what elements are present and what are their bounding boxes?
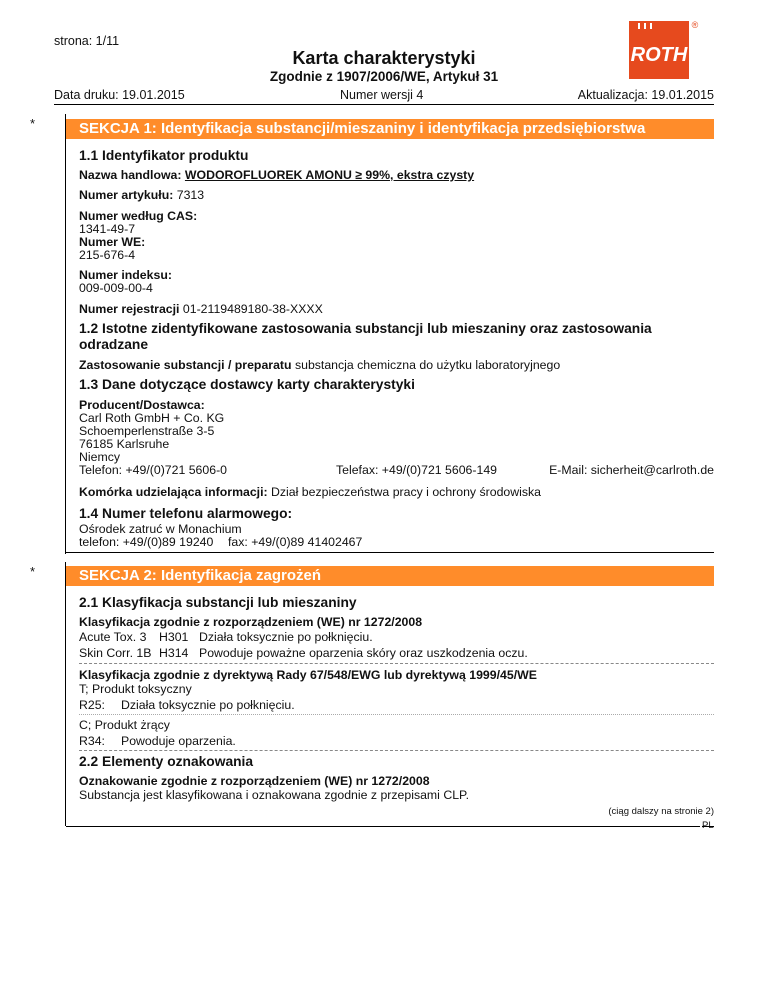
continued-note: (ciąg dalszy na stronie 2) — [608, 806, 714, 817]
section1-title: SEKCJA 1: Identyfikacja substancji/mieszaniny i identyfikacja przedsiębiorstwa — [79, 120, 646, 137]
dotted-separator — [79, 714, 714, 715]
article-number-value: 7313 — [176, 188, 205, 202]
clp-text: Powoduje poważne oparzenia skóry oraz uszkodzenia oczu. — [199, 646, 528, 660]
change-marker-2: * — [30, 564, 36, 579]
change-marker: * — [30, 116, 36, 131]
print-date: Data druku: 19.01.2015 — [54, 88, 185, 102]
registration-label: Numer rejestracji — [79, 302, 180, 316]
update-date: Aktualizacja: 19.01.2015 — [577, 88, 714, 102]
labelling-text: Substancja jest klasyfikowana i oznakowana zgodnie z przepisami CLP. — [79, 788, 470, 802]
index-value: 009-009-00-4 — [79, 281, 153, 295]
r25-phrase — [79, 698, 295, 712]
article-number — [79, 188, 204, 202]
clp-class: Acute Tox. 3 — [79, 630, 147, 644]
substance-use-value: substancja chemiczna do użytku laboratoryjnego — [294, 358, 561, 372]
roth-logo — [629, 21, 699, 79]
r25-text: Działa toksycznie po połknięciu. — [121, 698, 295, 712]
supplier-phone: Telefon: +49/(0)721 5606-0 — [79, 463, 228, 477]
supplier-fax: Telefax: +49/(0)721 5606-149 — [336, 463, 498, 477]
clp-text: Działa toksycznie po połknięciu. — [199, 630, 373, 644]
poison-center: Ośrodek zatruć w Monachium — [79, 522, 242, 536]
subsection-1-3: 1.3 Dane dotyczące dostawcy karty charakterystyki — [79, 377, 415, 392]
clp-class: Skin Corr. 1B — [79, 646, 152, 660]
toxic-classification: T; Produkt toksyczny — [79, 682, 192, 696]
clp-code: H314 — [159, 646, 189, 660]
section2-margin-line — [65, 562, 66, 826]
subsection-1-2-line2: odradzane — [79, 337, 148, 352]
info-department — [79, 485, 541, 499]
language-code: PL — [702, 820, 714, 831]
labelling-heading: Oznakowanie zgodnie z rozporządzeniem (WE) nr 1272/2008 — [79, 774, 430, 788]
corrosive-classification: C; Produkt żrący — [79, 718, 170, 732]
info-value: Dział bezpieczeństwa pracy i ochrony środowiska — [271, 485, 541, 499]
article-number-label: Numer artykułu: — [79, 188, 174, 202]
r34-text: Powoduje oparzenia. — [121, 734, 236, 748]
subsection-2-1: 2.1 Klasyfikacja substancji lub mieszaniny — [79, 595, 357, 610]
address-country: Niemcy — [79, 450, 120, 464]
trade-name-label: Nazwa handlowa: — [79, 168, 182, 182]
dashed-separator — [79, 663, 714, 664]
clp-classification-heading: Klasyfikacja zgodnie z rozporządzeniem (WE) nr 1272/2008 — [79, 615, 423, 629]
directive-classification-heading: Klasyfikacja zgodnie z dyrektywą Rady 67/548/EWG lub dyrektywą 1999/45/WE — [79, 668, 537, 682]
document-subtitle: Zgodnie z 1907/2006/WE, Artykuł 31 — [269, 69, 499, 84]
substance-use-label: Zastosowanie substancji / preparatu — [79, 358, 292, 372]
cas-label: Numer według CAS: — [79, 209, 198, 223]
subsection-1-1: 1.1 Identyfikator produktu — [79, 148, 249, 163]
emergency-phone: telefon: +49/(0)89 19240 — [79, 535, 214, 549]
trade-name-value: WODOROFLUOREK AMONU ≥ 99%, ekstra czysty — [184, 168, 475, 182]
r34-code: R34: — [79, 734, 105, 748]
trade-name — [79, 168, 474, 182]
address-city: 76185 Karlsruhe — [79, 437, 170, 451]
r34-phrase — [79, 734, 236, 748]
logo-text: ROTH — [630, 44, 688, 66]
info-label: Komórka udzielająca informacji: — [79, 485, 268, 499]
section-divider — [66, 552, 714, 553]
footer-rule — [66, 826, 700, 827]
footer-rule-end — [702, 826, 714, 827]
r25-code: R25: — [79, 698, 105, 712]
section2-header — [66, 566, 714, 586]
section1-margin-line — [65, 114, 66, 554]
we-label: Numer WE: — [79, 235, 146, 249]
registered-mark: ® — [691, 21, 699, 30]
dashed-separator — [79, 750, 714, 751]
subsection-2-2: 2.2 Elementy oznakowania — [79, 754, 254, 769]
registration-number — [79, 302, 323, 316]
clp-row — [79, 630, 373, 644]
we-value: 215-676-4 — [79, 248, 136, 262]
version-number: Numer wersji 4 — [340, 88, 424, 102]
producer-label: Producent/Dostawca: — [79, 398, 205, 412]
subsection-1-4: 1.4 Numer telefonu alarmowego: — [79, 506, 293, 521]
substance-use — [79, 358, 560, 372]
clp-row — [79, 646, 528, 660]
index-label: Numer indeksu: — [79, 268, 172, 282]
document-title: Karta charakterystyki — [292, 48, 476, 68]
address-street: Schoemperlenstraße 3-5 — [79, 424, 215, 438]
clp-code: H301 — [159, 630, 189, 644]
registration-value: 01-2119489180-38-XXXX — [182, 302, 323, 316]
cas-value: 1341-49-7 — [79, 222, 136, 236]
section1-header — [66, 119, 714, 139]
address-company: Carl Roth GmbH + Co. KG — [79, 411, 225, 425]
supplier-email[interactable]: E-Mail: sicherheit@carlroth.de — [549, 463, 714, 477]
header-rule — [54, 104, 714, 105]
subsection-1-2-line1: 1.2 Istotne zidentyfikowane zastosowania substancji lub mieszaniny oraz zastosowania — [79, 321, 652, 336]
page-number: strona: 1/11 — [54, 34, 120, 48]
section2-title: SEKCJA 2: Identyfikacja zagrożeń — [79, 567, 322, 584]
emergency-fax: fax: +49/(0)89 41402467 — [228, 535, 363, 549]
